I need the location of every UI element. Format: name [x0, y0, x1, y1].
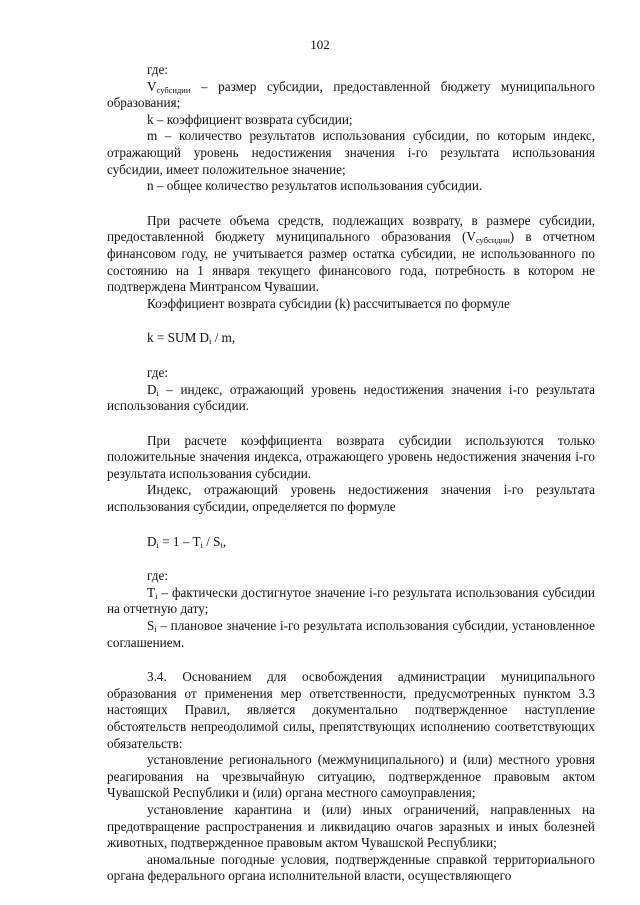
- where-label: где:: [147, 62, 168, 77]
- index-paragraph-1: При расчете коэффициента возврата субсидии используются только положительные значения индекса, отражающего уровень недостижения значения i-го результата использования субсидии.: [107, 432, 595, 481]
- definitions-t-s: [107, 568, 595, 651]
- definition-d: $D_i$ – индекс, отражающий уровень недостижения значения i-го результата использования субсидии.: [107, 381, 595, 414]
- definition-k: k – коэффициент возврата субсидии;: [147, 111, 353, 127]
- clause-paragraph-1: 3.4. Основанием для освобождения администрации муниципального образования от применения мер ответственности, предусмотренных пунктом 3.3 настоящих Правил, является документально подтвержденное наступление обстоятельств непреодолимой силы, препятствующих исполнению соответствующих обязательств:: [107, 669, 595, 751]
- definition-s: $S_i$ – плановое значение i-го результата использования субсидии, установленное соглашением.: [107, 618, 595, 650]
- coefficient-intro: Коэффициент возврата субсидии (k) рассчитывается по формуле: [147, 295, 510, 311]
- page-number: 102: [310, 37, 330, 52]
- clause-paragraph-2: установление регионального (межмуниципального) и (или) местного уровня реагирования на чрезвычайную ситуацию, подтвержденное правовым актом Чувашской Республики и (или) органа местного самоуправления;: [107, 752, 595, 801]
- index-paragraph-2: Индекс, отражающий уровень недостижения значения i-го результата использования субсидии, определяется по формуле: [107, 482, 595, 515]
- formula-k: k = SUM $D_i$ / m,: [147, 330, 236, 347]
- formula-d: $D_i = 1 - T_i / S_i$,: [147, 533, 227, 550]
- clause-3-4: [107, 669, 595, 885]
- calculation-section: [107, 213, 595, 313]
- definition-m: m – количество результатов использования субсидии, по которым индекс, отражающий уровень недостижения значения i-го результата использования субсидии, имеет положительное значение;: [107, 128, 595, 177]
- definition-t: $T_i$ – фактически достигнутое значение i-го результата использования субсидии на отчетную дату;: [107, 584, 595, 617]
- definition-v: $V_{субсидии}$ – размер субсидии, предоставленной бюджету муниципального образования;: [107, 78, 595, 111]
- definitions-d: [107, 365, 595, 415]
- page-content: [107, 62, 595, 885]
- clause-paragraph-4: аномальные погодные условия, подтвержденные справкой территориального органа федерального органа исполнительной власти, осуществляющего: [107, 851, 595, 884]
- calculation-paragraph: При расчете объема средств, подлежащих возврату, в размере субсидии, предоставленной бюджету муниципального образования $(V_{субсидии})$ в отчетном финансовом году, не учитывается размер остатка субсидии, не использованного по состоянию на 1 января текущего финансового года, потребность в котором не подтверждена Минтрансом Чувашии.: [107, 212, 595, 295]
- index-section: [107, 433, 595, 516]
- clause-paragraph-3: установление карантина и (или) иных ограничений, направленных на предотвращение распространения и ликвидацию очагов заразных и иных болезней животных, подтвержденное правовым актом Чувашской Республики;: [107, 801, 595, 851]
- where-label: где:: [147, 364, 168, 380]
- definition-n: n – общее количество результатов использования субсидии.: [147, 178, 483, 194]
- where-label: где:: [147, 568, 168, 584]
